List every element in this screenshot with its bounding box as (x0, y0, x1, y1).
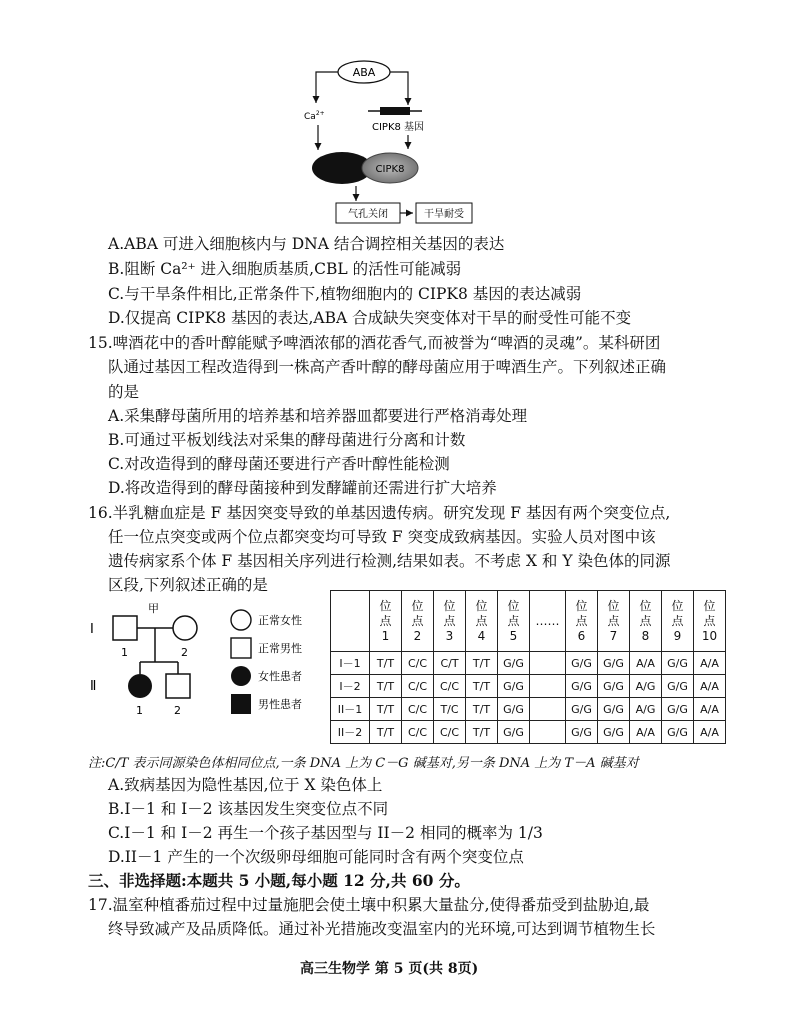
table-cell: C/T (434, 652, 466, 675)
site-1: 位 点 1 (370, 591, 402, 652)
row-label: II－2 (331, 721, 370, 744)
table-cell: G/G (566, 652, 598, 675)
gene-label: CIPK8 基因 (372, 122, 425, 133)
i1-number: 1 (121, 646, 128, 659)
site-3: 位 点 3 (434, 591, 466, 652)
table-cell: G/G (498, 721, 530, 744)
q15-stem-line-1: 15.啤酒花中的香叶醇能赋予啤酒浓郁的酒花香气,而被誉为“啤酒的灵魂”。某科研团 (88, 334, 661, 352)
q15-option-a: A.采集酵母菌所用的培养基和培养器皿都要进行严格消毒处理 (108, 407, 528, 425)
table-cell: A/A (630, 721, 662, 744)
table-cell: G/G (662, 698, 694, 721)
table-cell: G/G (566, 698, 598, 721)
site-6: 位 点 6 (566, 591, 598, 652)
q15-option-d: D.将改造得到的酵母菌接种到发酵罐前还需进行扩大培养 (108, 479, 497, 497)
ii2-normal-male (166, 674, 190, 698)
table-row (331, 652, 726, 675)
q16-option-d: D.II－1 产生的一个次级卵母细胞可能同时含有两个突变位点 (108, 848, 524, 866)
ii1-affected-female (128, 674, 152, 698)
q14-option-b: B.阻断 Ca²⁺ 进入细胞质基质,CBL 的活性可能减弱 (108, 260, 462, 278)
q15-stem-line-3: 的是 (108, 383, 140, 401)
legend-affected-female: 女性患者 (258, 670, 302, 683)
jia-label: 甲 (148, 602, 159, 615)
cipk8-gene-bar (380, 107, 410, 115)
cipk8-label: CIPK8 (375, 164, 405, 175)
q15-option-c: C.对改造得到的酵母菌还要进行产香叶醇性能检测 (108, 455, 450, 473)
ca-label: $Ca^{2+}$ (304, 110, 325, 122)
legend-affected-female-icon (231, 666, 251, 686)
q14-option-a: A.ABA 可进入细胞核内与 DNA 结合调控相关基因的表达 (108, 235, 505, 253)
table-cell: A/G (630, 698, 662, 721)
table-cell (530, 721, 566, 744)
q16-stem-line-2: 任一位点突变或两个位点都突变均可导致 F 突变成致病基因。实验人员对图中该 (108, 528, 656, 546)
q16-stem-line-3: 遗传病家系个体 F 基因相关序列进行检测,结果如表。不考虑 X 和 Y 染色体的同源 (108, 552, 671, 570)
table-cell: G/G (498, 652, 530, 675)
ii2-number: 2 (174, 704, 181, 717)
table-cell: A/A (694, 652, 726, 675)
q16-option-c: C.I－1 和 I－2 再生一个孩子基因型与 II－2 相同的概率为 1/3 (108, 824, 543, 842)
table-cell: C/C (434, 675, 466, 698)
table-corner (331, 591, 370, 652)
table-cell: A/G (630, 675, 662, 698)
sequence-table (330, 590, 726, 744)
legend-affected-male-icon (231, 694, 251, 714)
table-cell: T/T (466, 698, 498, 721)
site-7: 位 点 7 (598, 591, 630, 652)
legend-normal-male-icon (231, 638, 251, 658)
site-9: 位 点 9 (662, 591, 694, 652)
q17-stem-line-2: 终导致减产及品质降低。通过补光措施改变温室内的光环境,可达到调节植物生长 (108, 920, 656, 938)
table-cell: C/C (434, 721, 466, 744)
table-cell: G/G (662, 652, 694, 675)
site-ellipsis: …… (530, 591, 566, 652)
pedigree-legend (228, 608, 328, 718)
site-4: 位 点 4 (466, 591, 498, 652)
table-cell (530, 698, 566, 721)
table-cell: T/T (370, 652, 402, 675)
site-8: 位 点 8 (630, 591, 662, 652)
q16-option-a: A.致病基因为隐性基因,位于 X 染色体上 (108, 776, 383, 794)
q14-option-c: C.与干旱条件相比,正常条件下,植物细胞内的 CIPK8 基因的表达减弱 (108, 285, 582, 303)
table-cell: T/T (370, 675, 402, 698)
section-3-heading: 三、非选择题:本题共 5 小题,每小题 12 分,共 60 分。 (88, 871, 470, 890)
table-cell (530, 675, 566, 698)
table-cell: G/G (566, 721, 598, 744)
page-footer: 高三生物学 第 5 页(共 8页) (300, 961, 479, 977)
aba-pathway-diagram (300, 55, 480, 230)
table-cell: G/G (662, 675, 694, 698)
row-label: II－1 (331, 698, 370, 721)
table-cell: G/G (598, 675, 630, 698)
q15-stem-line-2: 队通过基因工程改造得到一株高产香叶醇的酵母菌应用于啤酒生产。下列叙述正确 (108, 358, 667, 376)
table-row (331, 721, 726, 744)
table-cell: A/A (694, 675, 726, 698)
table-cell: C/C (402, 675, 434, 698)
i2-normal-female (173, 616, 197, 640)
generation-2-label: Ⅱ (90, 679, 97, 694)
i2-number: 2 (181, 646, 188, 659)
table-cell (530, 652, 566, 675)
table-cell: A/A (630, 652, 662, 675)
site-2: 位 点 2 (402, 591, 434, 652)
site-5: 位 点 5 (498, 591, 530, 652)
q16-stem-line-1: 16.半乳糖血症是 F 基因突变导致的单基因遗传病。研究发现 F 基因有两个突变位点, (88, 504, 671, 522)
table-cell: A/A (694, 721, 726, 744)
legend-normal-female-icon (231, 610, 251, 630)
pedigree-chart (88, 600, 238, 730)
legend-normal-female: 正常女性 (258, 614, 302, 627)
row-label: I－2 (331, 675, 370, 698)
table-cell: G/G (598, 652, 630, 675)
table-cell: T/T (370, 721, 402, 744)
table-cell: C/C (402, 721, 434, 744)
aba-label: ABA (352, 66, 376, 79)
table-cell: A/A (694, 698, 726, 721)
table-header-row (331, 591, 726, 652)
ii1-number: 1 (136, 704, 143, 717)
table-cell: G/G (498, 675, 530, 698)
table-cell: T/T (466, 721, 498, 744)
row-label: I－1 (331, 652, 370, 675)
table-row (331, 675, 726, 698)
legend-affected-male: 男性患者 (258, 698, 302, 711)
q15-option-b: B.可通过平板划线法对采集的酵母菌进行分离和计数 (108, 431, 466, 449)
table-cell: G/G (498, 698, 530, 721)
table-cell: C/C (402, 652, 434, 675)
legend-normal-male: 正常男性 (258, 642, 302, 655)
drought-label: 干旱耐受 (424, 209, 464, 220)
table-cell: T/T (466, 675, 498, 698)
table-cell: G/G (662, 721, 694, 744)
q17-stem-line-1: 17.温室种植番茄过程中过量施肥会使土壤中积累大量盐分,使得番茄受到盐胁迫,最 (88, 896, 650, 914)
table-row (331, 698, 726, 721)
table-cell: C/C (402, 698, 434, 721)
table-cell: T/T (466, 652, 498, 675)
generation-1-label: I (90, 622, 94, 637)
table-note: 注:C/T 表示同源染色体相同位点,一条 DNA 上为 C－G 碱基对,另一条 DNA 上为 T－A 碱基对 (88, 756, 639, 771)
table-cell: G/G (566, 675, 598, 698)
q16-option-b: B.I－1 和 I－2 该基因发生突变位点不同 (108, 800, 389, 818)
table-cell: G/G (598, 721, 630, 744)
table-cell: G/G (598, 698, 630, 721)
q16-stem-line-4: 区段,下列叙述正确的是 (108, 576, 268, 594)
table-cell: T/C (434, 698, 466, 721)
i1-normal-male (113, 616, 137, 640)
site-10: 位 点 10 (694, 591, 726, 652)
table-cell: T/T (370, 698, 402, 721)
q14-option-d: D.仅提高 CIPK8 基因的表达,ABA 合成缺失突变体对干旱的耐受性可能不变 (108, 309, 632, 327)
stomata-label: 气孔关闭 (348, 209, 388, 220)
